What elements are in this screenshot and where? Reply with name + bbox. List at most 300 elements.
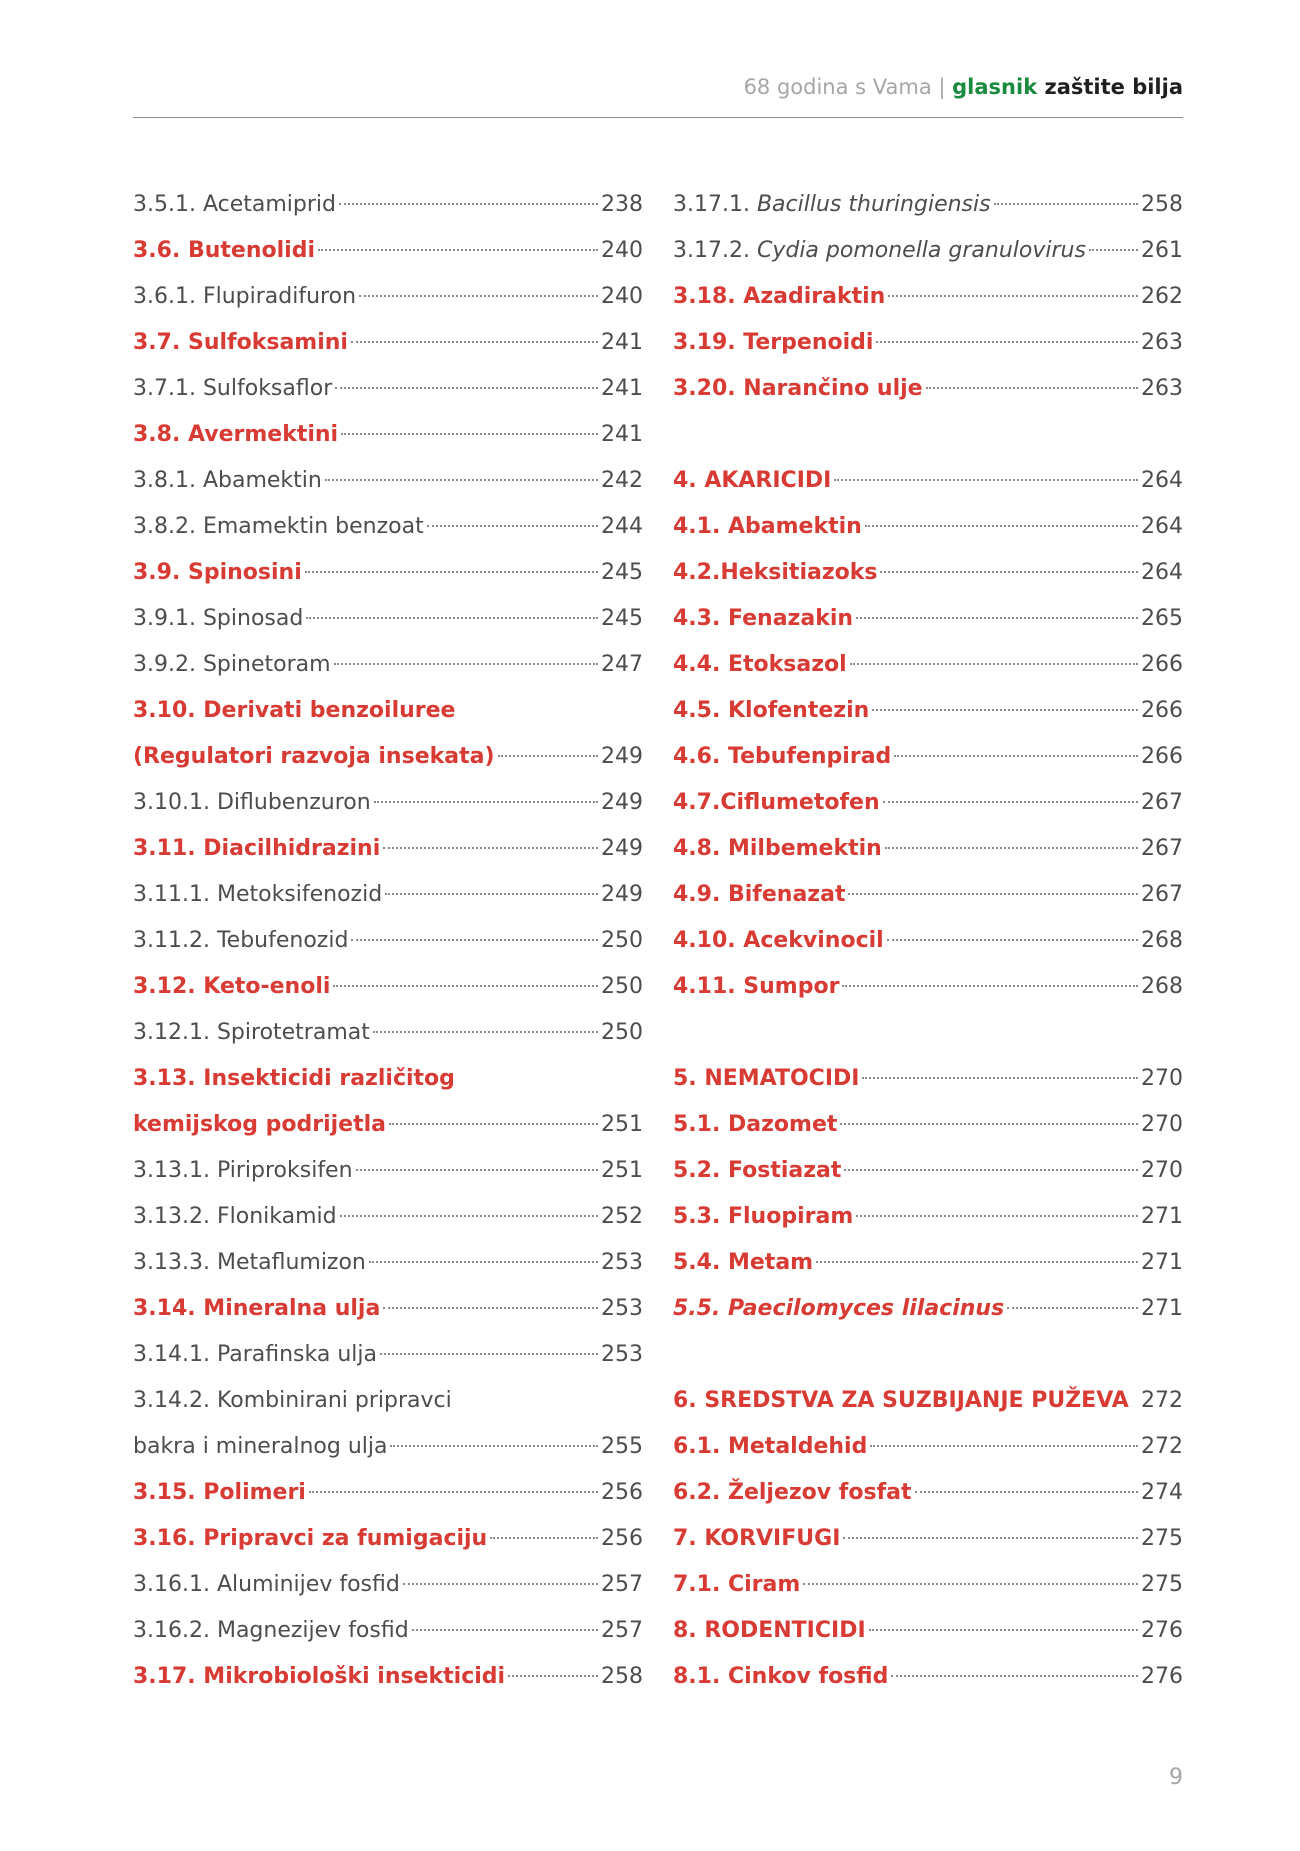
toc-entry-title bbox=[133, 1240, 366, 1286]
toc-entry-title bbox=[673, 1470, 912, 1516]
toc-page-number: 245 bbox=[601, 606, 643, 631]
dot-leader bbox=[383, 847, 598, 849]
dot-leader bbox=[427, 525, 598, 527]
dot-leader bbox=[334, 663, 598, 665]
dot-leader bbox=[862, 1077, 1138, 1079]
toc-entry-italic-text: Cydia pomonella granulovirus bbox=[756, 238, 1086, 263]
toc-entry-text: 3.14.2. Kombinirani pripravci bbox=[133, 1388, 452, 1413]
dot-leader bbox=[390, 1445, 598, 1447]
dot-leader bbox=[335, 387, 598, 389]
toc-entry-text: 3.6. Butenolidi bbox=[133, 238, 316, 263]
toc-entry-text: 6. SREDSTVA ZA SUZBIJANJE PUŽEVA bbox=[673, 1388, 1129, 1413]
toc-page-number: 276 bbox=[1141, 1664, 1183, 1689]
toc-entry-text: 4.10. Acekvinocil bbox=[673, 928, 884, 953]
toc-entry-title bbox=[673, 1240, 813, 1286]
toc-page-number: 240 bbox=[601, 284, 643, 309]
toc-entry-title bbox=[673, 458, 831, 504]
toc-entry-text: 3.7.1. Sulfoksaflor bbox=[133, 376, 333, 401]
toc-section-entry[interactable] bbox=[673, 1654, 1183, 1700]
toc-entry-title bbox=[133, 1378, 452, 1424]
toc-page-number: 241 bbox=[601, 422, 643, 447]
dot-leader bbox=[340, 1215, 598, 1217]
toc-entry-text: 3.8. Avermektini bbox=[133, 422, 339, 447]
toc-page-number: 249 bbox=[601, 744, 643, 769]
toc-entry-text: 3.16. Pripravci za fumigaciju bbox=[133, 1526, 488, 1551]
toc-page-number: 266 bbox=[1141, 698, 1183, 723]
toc-spacer bbox=[673, 412, 1183, 458]
toc-page-number: 244 bbox=[601, 514, 643, 539]
toc-entry-text: 4.4. Etoksazol bbox=[673, 652, 847, 677]
dot-leader bbox=[887, 939, 1138, 941]
dot-leader bbox=[373, 1031, 598, 1033]
toc-page-number: 253 bbox=[601, 1250, 643, 1275]
toc-section-entry[interactable] bbox=[673, 274, 1183, 320]
toc-section-entry[interactable] bbox=[133, 1286, 643, 1332]
toc-page-number: 240 bbox=[601, 238, 643, 263]
toc-entry-text: 4.1. Abamektin bbox=[673, 514, 862, 539]
toc-entry-text: (Regulatori razvoja insekata) bbox=[133, 744, 495, 769]
dot-leader bbox=[869, 1629, 1138, 1631]
dot-leader bbox=[844, 1169, 1138, 1171]
toc-entry-title bbox=[133, 1654, 505, 1700]
toc-section-entry[interactable] bbox=[673, 596, 1183, 642]
toc-entry-text: 3.9.2. Spinetoram bbox=[133, 652, 331, 677]
dot-leader bbox=[333, 985, 598, 987]
toc-page-number: 256 bbox=[601, 1526, 643, 1551]
toc-entry-title bbox=[673, 964, 839, 1010]
toc-page-number: 263 bbox=[1141, 376, 1183, 401]
toc-entry-text: 4. AKARICIDI bbox=[673, 468, 832, 493]
toc-section-entry[interactable] bbox=[673, 550, 1183, 596]
toc-entry-title bbox=[133, 688, 455, 734]
dot-leader bbox=[374, 801, 598, 803]
toc-section-entry[interactable] bbox=[673, 1286, 1183, 1332]
header-title: zaštite bilja bbox=[1037, 75, 1183, 99]
toc-entry-title bbox=[673, 320, 873, 366]
dot-leader bbox=[351, 939, 598, 941]
toc-subentry[interactable] bbox=[133, 366, 643, 412]
toc-entry-title bbox=[133, 872, 382, 918]
toc-subentry[interactable] bbox=[133, 504, 643, 550]
toc-entry-title bbox=[133, 412, 338, 458]
dot-leader bbox=[356, 1169, 598, 1171]
toc-spacer bbox=[673, 1332, 1183, 1378]
toc-section-entry[interactable] bbox=[673, 872, 1183, 918]
toc-entry-title bbox=[673, 1056, 859, 1102]
toc-page-number: 270 bbox=[1141, 1066, 1183, 1091]
toc-entry-text: 3.10. Derivati benzoiluree bbox=[133, 698, 456, 723]
toc-section-entry[interactable] bbox=[673, 918, 1183, 964]
dot-leader bbox=[880, 571, 1138, 573]
toc-section-entry[interactable] bbox=[133, 550, 643, 596]
toc-entry-title bbox=[673, 504, 862, 550]
toc-subentry[interactable] bbox=[133, 274, 643, 320]
toc-page-number: 258 bbox=[601, 1664, 643, 1689]
dot-leader bbox=[888, 295, 1138, 297]
toc-entry-title bbox=[673, 1424, 867, 1470]
toc-section-entry[interactable] bbox=[673, 826, 1183, 872]
toc-subentry[interactable] bbox=[673, 228, 1183, 274]
toc-entry-text: 5.2. Fostiazat bbox=[673, 1158, 842, 1183]
toc-section-entry[interactable] bbox=[133, 1102, 643, 1148]
toc-entry-text: 3.12. Keto-enoli bbox=[133, 974, 331, 999]
toc-subentry[interactable] bbox=[133, 596, 643, 642]
dot-leader bbox=[306, 617, 598, 619]
dot-leader bbox=[351, 341, 598, 343]
toc-entry-text: 3.14.1. Parafinska ulja bbox=[133, 1342, 377, 1367]
toc-page-number: 272 bbox=[1141, 1388, 1183, 1413]
toc-page-number: 251 bbox=[601, 1158, 643, 1183]
toc-entry-title bbox=[673, 734, 891, 780]
running-header bbox=[133, 70, 1183, 104]
toc-entry-title bbox=[673, 228, 1086, 274]
toc-entry-text: 3.20. Narančino ulje bbox=[673, 376, 923, 401]
toc-entry-text: 3.16.1. Aluminijev fosfid bbox=[133, 1572, 400, 1597]
toc-entry-title bbox=[133, 1010, 370, 1056]
toc-entry-title bbox=[133, 274, 356, 320]
toc-entry-title bbox=[673, 780, 880, 826]
toc-section-entry[interactable] bbox=[673, 642, 1183, 688]
toc-entry-title bbox=[133, 228, 315, 274]
dot-leader bbox=[385, 893, 598, 895]
toc-section-entry[interactable] bbox=[673, 320, 1183, 366]
toc-entry-text: 3.13.2. Flonikamid bbox=[133, 1204, 337, 1229]
toc-entry-text: 3.11.1. Metoksifenozid bbox=[133, 882, 383, 907]
toc-subentry[interactable] bbox=[133, 1562, 643, 1608]
toc-entry-text: 3.9.1. Spinosad bbox=[133, 606, 304, 631]
toc-entry-title bbox=[673, 550, 877, 596]
toc-entry-title bbox=[133, 1424, 387, 1470]
toc-page-number: 263 bbox=[1141, 330, 1183, 355]
toc-entry-title bbox=[133, 918, 348, 964]
toc-entry-title bbox=[133, 1148, 353, 1194]
toc-subentry[interactable] bbox=[133, 1240, 643, 1286]
toc-section-entry[interactable] bbox=[133, 412, 643, 458]
header-tagline: 68 godina s Vama | bbox=[743, 75, 953, 99]
toc-section-entry[interactable] bbox=[133, 1056, 643, 1102]
toc-section-entry[interactable] bbox=[133, 964, 643, 1010]
dot-leader bbox=[872, 709, 1138, 711]
toc-entry-title bbox=[673, 918, 884, 964]
toc-entry-text: 6.2. Željezov fosfat bbox=[673, 1480, 912, 1505]
toc-entry-title bbox=[133, 596, 303, 642]
toc-entry-text: 6.1. Metaldehid bbox=[673, 1434, 868, 1459]
toc-entry-title bbox=[673, 366, 923, 412]
dot-leader bbox=[1007, 1307, 1138, 1309]
dot-leader bbox=[994, 203, 1138, 205]
toc-entry-title bbox=[133, 182, 336, 228]
toc-entry-title bbox=[673, 1562, 800, 1608]
toc-entry-italic-text: 5.5. Paecilomyces lilacinus bbox=[673, 1296, 1005, 1321]
toc-section-entry[interactable] bbox=[673, 1424, 1183, 1470]
dot-leader bbox=[915, 1491, 1139, 1493]
toc-entry-text: 4.8. Milbemektin bbox=[673, 836, 882, 861]
toc-section-entry[interactable] bbox=[673, 1240, 1183, 1286]
toc-page-number: 253 bbox=[601, 1342, 643, 1367]
toc-entry-title bbox=[133, 1286, 380, 1332]
toc-entry-title bbox=[673, 1654, 888, 1700]
toc-entry-title bbox=[133, 550, 302, 596]
toc-section-entry[interactable] bbox=[673, 366, 1183, 412]
dot-leader bbox=[325, 479, 598, 481]
toc-page-number: 264 bbox=[1141, 514, 1183, 539]
dot-leader bbox=[840, 1123, 1138, 1125]
toc-subentry[interactable] bbox=[133, 1332, 643, 1378]
toc-page-number: 241 bbox=[601, 330, 643, 355]
toc-subentry[interactable] bbox=[133, 780, 643, 826]
toc-page-number: 257 bbox=[601, 1618, 643, 1643]
toc-section-entry[interactable] bbox=[133, 1470, 643, 1516]
toc-section-entry[interactable] bbox=[673, 1148, 1183, 1194]
toc-entry-text: 4.6. Tebufenpirad bbox=[673, 744, 892, 769]
toc-page-number: 267 bbox=[1141, 882, 1183, 907]
dot-leader bbox=[369, 1261, 598, 1263]
toc-entry-text: 3.6.1. Flupiradifuron bbox=[133, 284, 357, 309]
toc-entry-text: 3.19. Terpenoidi bbox=[673, 330, 874, 355]
toc-entry-title bbox=[673, 596, 853, 642]
toc-entry-text: 3.8.1. Abamektin bbox=[133, 468, 322, 493]
toc-page-number: 270 bbox=[1141, 1158, 1183, 1183]
toc-entry-title bbox=[133, 780, 371, 826]
toc-entry-text: 4.3. Fenazakin bbox=[673, 606, 854, 631]
toc-entry-title bbox=[133, 1562, 400, 1608]
toc-entry-title bbox=[133, 1608, 409, 1654]
toc-entry-text: 3.5.1. Acetamiprid bbox=[133, 192, 336, 217]
header-rule bbox=[133, 117, 1183, 118]
toc-section-entry[interactable] bbox=[673, 688, 1183, 734]
toc-page-number: 266 bbox=[1141, 744, 1183, 769]
toc-section-entry[interactable] bbox=[673, 1562, 1183, 1608]
dot-leader bbox=[865, 525, 1138, 527]
toc-entry-title bbox=[133, 1194, 337, 1240]
dot-leader bbox=[412, 1629, 598, 1631]
toc-section-entry[interactable] bbox=[133, 320, 643, 366]
toc-entry-title bbox=[133, 964, 330, 1010]
toc-page-number: 267 bbox=[1141, 836, 1183, 861]
dot-leader bbox=[339, 203, 598, 205]
toc-entry-text: 3.13. Insekticidi različitog bbox=[133, 1066, 455, 1091]
toc-entry-text: 3.12.1. Spirotetramat bbox=[133, 1020, 370, 1045]
toc-section-entry[interactable] bbox=[673, 504, 1183, 550]
toc-entry-title bbox=[133, 1516, 487, 1562]
toc-page-number: 250 bbox=[601, 928, 643, 953]
toc-entry-text: 5. NEMATOCIDI bbox=[673, 1066, 860, 1091]
toc-entry-text: 3.10.1. Diflubenzuron bbox=[133, 790, 371, 815]
dot-leader bbox=[403, 1583, 598, 1585]
toc-spacer bbox=[673, 1010, 1183, 1056]
header-brand: glasnik bbox=[952, 75, 1038, 99]
toc-entry-title bbox=[133, 1332, 377, 1378]
toc-subentry[interactable] bbox=[133, 1424, 643, 1470]
toc-section-entry[interactable] bbox=[673, 1516, 1183, 1562]
toc-entry-text: 5.1. Dazomet bbox=[673, 1112, 838, 1137]
toc-section-entry[interactable] bbox=[133, 688, 643, 734]
toc-subentry[interactable] bbox=[133, 918, 643, 964]
dot-leader bbox=[383, 1307, 598, 1309]
toc-entry-title bbox=[673, 1608, 866, 1654]
dot-leader bbox=[883, 801, 1138, 803]
toc-entry-title bbox=[133, 826, 380, 872]
toc-entry-text: 8. RODENTICIDI bbox=[673, 1618, 866, 1643]
toc-entry-title bbox=[133, 320, 348, 366]
toc-page-number: 271 bbox=[1141, 1250, 1183, 1275]
dot-leader bbox=[816, 1261, 1138, 1263]
toc-section-entry[interactable] bbox=[673, 1378, 1183, 1424]
toc-page-number: 249 bbox=[601, 836, 643, 861]
toc-entry-text: kemijskog podrijetla bbox=[133, 1112, 386, 1137]
toc-entry-title bbox=[673, 642, 847, 688]
toc-subentry[interactable] bbox=[133, 1148, 643, 1194]
dot-leader bbox=[1089, 249, 1138, 251]
dot-leader bbox=[318, 249, 598, 251]
toc-subentry[interactable] bbox=[133, 1194, 643, 1240]
dot-leader bbox=[803, 1583, 1138, 1585]
toc-entry-title bbox=[673, 274, 885, 320]
dot-leader bbox=[856, 617, 1138, 619]
toc-entry-title bbox=[133, 366, 332, 412]
toc-page-number: 255 bbox=[601, 1434, 643, 1459]
toc-section-entry[interactable] bbox=[133, 734, 643, 780]
toc-entry-text: 3.7. Sulfoksamini bbox=[133, 330, 348, 355]
toc-entry-title bbox=[133, 734, 495, 780]
toc-page-number: 268 bbox=[1141, 974, 1183, 999]
toc-column-left bbox=[133, 182, 643, 1700]
toc-section-entry[interactable] bbox=[133, 826, 643, 872]
toc-entry-text: 3.11. Diacilhidrazini bbox=[133, 836, 381, 861]
toc-entry-text: 4.7.Ciflumetofen bbox=[673, 790, 880, 815]
toc-section-entry[interactable] bbox=[673, 780, 1183, 826]
toc-section-entry[interactable] bbox=[133, 1654, 643, 1700]
toc-entry-text: bakra i mineralnog ulja bbox=[133, 1434, 388, 1459]
toc-page-number: 271 bbox=[1141, 1296, 1183, 1321]
toc-page-number: 266 bbox=[1141, 652, 1183, 677]
toc-page-number: 250 bbox=[601, 974, 643, 999]
toc-page-number: 250 bbox=[601, 1020, 643, 1045]
dot-leader bbox=[490, 1537, 598, 1539]
toc-section-entry[interactable] bbox=[673, 458, 1183, 504]
toc-column-right bbox=[673, 182, 1183, 1700]
toc-page-number: 251 bbox=[601, 1112, 643, 1137]
toc-entry-title bbox=[673, 688, 869, 734]
toc-entry-text: 4.2.Heksitiazoks bbox=[673, 560, 878, 585]
toc-subentry[interactable] bbox=[133, 642, 643, 688]
toc-page-number: 270 bbox=[1141, 1112, 1183, 1137]
dot-leader bbox=[508, 1675, 598, 1677]
toc-entry-title bbox=[133, 642, 331, 688]
toc-page-number: 258 bbox=[1141, 192, 1183, 217]
toc-subentry[interactable] bbox=[133, 1010, 643, 1056]
toc-entry-text: 3.14. Mineralna ulja bbox=[133, 1296, 381, 1321]
toc-entry-text: 7. KORVIFUGI bbox=[673, 1526, 841, 1551]
toc-entry-title bbox=[133, 1470, 306, 1516]
toc-page-number: 261 bbox=[1141, 238, 1183, 263]
toc-section-entry[interactable] bbox=[673, 964, 1183, 1010]
toc-subentry[interactable] bbox=[133, 1608, 643, 1654]
toc-entry-text: 3.18. Azadiraktin bbox=[673, 284, 886, 309]
toc-entry-title bbox=[673, 1378, 1129, 1424]
toc-entry-title bbox=[673, 1516, 840, 1562]
toc-section-entry[interactable] bbox=[673, 734, 1183, 780]
dot-leader bbox=[842, 985, 1138, 987]
toc-section-entry[interactable] bbox=[133, 228, 643, 274]
toc-entry-text: 3.13.3. Metaflumizon bbox=[133, 1250, 366, 1275]
toc-page-number: 252 bbox=[601, 1204, 643, 1229]
toc-page-number: 262 bbox=[1141, 284, 1183, 309]
toc-section-entry[interactable] bbox=[673, 1194, 1183, 1240]
dot-leader bbox=[926, 387, 1138, 389]
toc-entry-text: 3.17. Mikrobiološki insekticidi bbox=[133, 1664, 506, 1689]
toc-page-number: 274 bbox=[1141, 1480, 1183, 1505]
toc-page-number: 264 bbox=[1141, 468, 1183, 493]
toc-entry-text: 8.1. Cinkov fosfid bbox=[673, 1664, 889, 1689]
dot-leader bbox=[848, 893, 1138, 895]
toc-page-number: 249 bbox=[601, 882, 643, 907]
toc-entry-title bbox=[673, 1286, 1004, 1332]
toc-entry-text: 3.16.2. Magnezijev fosfid bbox=[133, 1618, 409, 1643]
dot-leader bbox=[380, 1353, 598, 1355]
dot-leader bbox=[891, 1675, 1138, 1677]
dot-leader bbox=[389, 1123, 598, 1125]
dot-leader bbox=[870, 1445, 1138, 1447]
dot-leader bbox=[309, 1491, 598, 1493]
dot-leader bbox=[834, 479, 1138, 481]
toc-page-number: 257 bbox=[601, 1572, 643, 1597]
toc-page-number: 245 bbox=[601, 560, 643, 585]
toc-subentry[interactable] bbox=[133, 872, 643, 918]
toc-entry-text: 3.13.1. Piriproksifen bbox=[133, 1158, 353, 1183]
toc-subentry[interactable] bbox=[133, 458, 643, 504]
dot-leader bbox=[359, 295, 598, 297]
toc-entry-title bbox=[673, 1148, 841, 1194]
toc-section-entry[interactable] bbox=[673, 1608, 1183, 1654]
toc-page-number: 256 bbox=[601, 1480, 643, 1505]
toc-entry-text: 3.8.2. Emamektin benzoat bbox=[133, 514, 424, 539]
dot-leader bbox=[843, 1537, 1138, 1539]
toc-subentry[interactable] bbox=[133, 1378, 643, 1424]
dot-leader bbox=[856, 1215, 1138, 1217]
toc-entry-text: 3.17.2. bbox=[673, 238, 757, 263]
toc-page-number: 264 bbox=[1141, 560, 1183, 585]
toc-page-number: 268 bbox=[1141, 928, 1183, 953]
toc-page-number: 272 bbox=[1141, 1434, 1183, 1459]
toc-page-number: 267 bbox=[1141, 790, 1183, 815]
dot-leader bbox=[498, 755, 598, 757]
toc-section-entry[interactable] bbox=[133, 1516, 643, 1562]
toc-subentry[interactable] bbox=[133, 182, 643, 228]
toc-section-entry[interactable] bbox=[673, 1102, 1183, 1148]
toc-page-number: 275 bbox=[1141, 1526, 1183, 1551]
toc-entry-title bbox=[133, 1102, 386, 1148]
toc-entry-title bbox=[673, 872, 845, 918]
dot-leader bbox=[894, 755, 1138, 757]
page-number: 9 bbox=[1169, 1765, 1183, 1790]
toc-entry-text: 3.9. Spinosini bbox=[133, 560, 302, 585]
toc-entry-title bbox=[673, 1102, 837, 1148]
toc-entry-title bbox=[133, 458, 322, 504]
toc-entry-title bbox=[133, 504, 424, 550]
toc-page-number: 241 bbox=[601, 376, 643, 401]
toc-subentry[interactable] bbox=[673, 182, 1183, 228]
toc-section-entry[interactable] bbox=[673, 1470, 1183, 1516]
dot-leader bbox=[850, 663, 1138, 665]
toc-page-number: 271 bbox=[1141, 1204, 1183, 1229]
toc-page-number: 253 bbox=[601, 1296, 643, 1321]
toc-page-number: 265 bbox=[1141, 606, 1183, 631]
toc-page-number: 238 bbox=[601, 192, 643, 217]
toc-entry-text: 3.11.2. Tebufenozid bbox=[133, 928, 349, 953]
toc-section-entry[interactable] bbox=[673, 1056, 1183, 1102]
toc-page-number: 276 bbox=[1141, 1618, 1183, 1643]
